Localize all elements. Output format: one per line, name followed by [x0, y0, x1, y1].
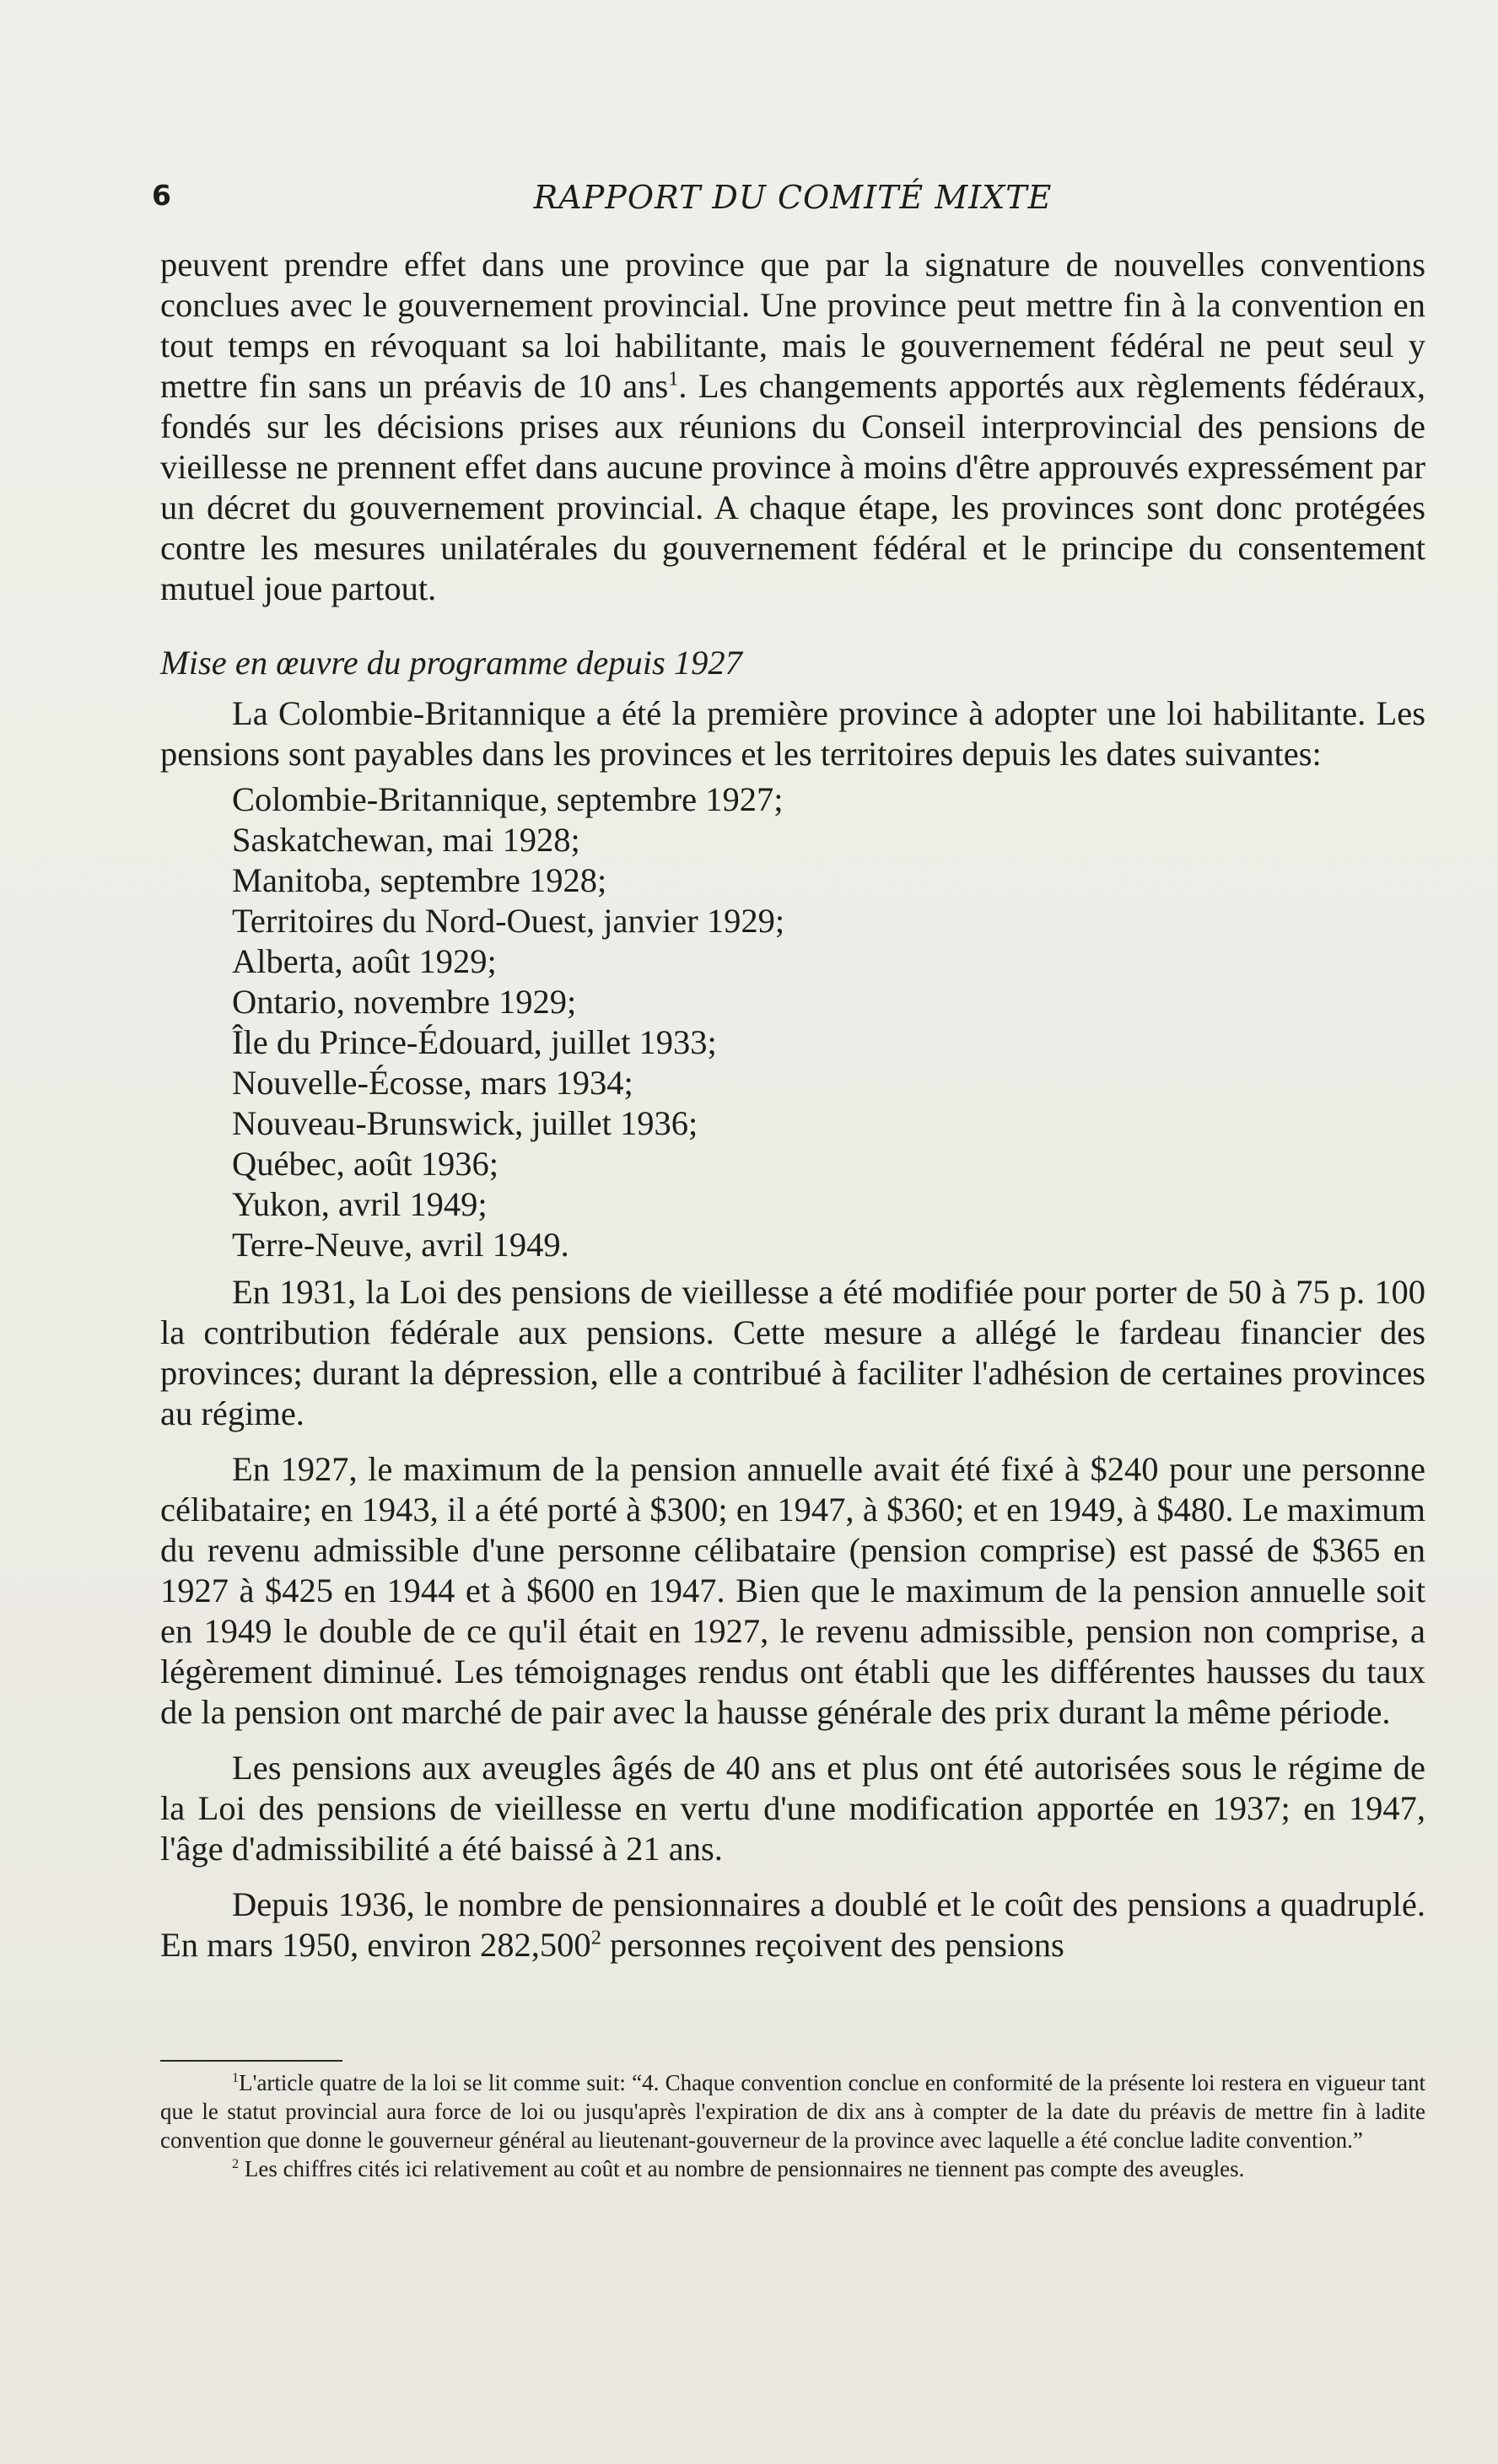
footnote-ref-1: 1 — [668, 367, 679, 391]
paragraph-5: Les pensions aux aveugles âgés de 40 ans et plus ont été autorisées sous le régime de la Loi des pensions de vieillesse en vertu d'une modification apportée en 1937; en 1947, l'âge d'admissibilité a été baissé à 21 ans. — [160, 1749, 1425, 1868]
list-item: Nouvelle-Écosse, mars 1934; — [232, 1064, 633, 1102]
list-item: Colombie-Britannique, septembre 1927; — [232, 780, 784, 818]
running-title: RAPPORT DU COMITÉ MIXTE — [533, 179, 1053, 216]
section-heading: Mise en œuvre du programme depuis 1927 — [160, 644, 742, 682]
paragraph-6-tail: personnes reçoivent des pensions — [601, 1926, 1064, 1964]
paragraph-6-text: Depuis 1936, le nombre de pensionnaires a doublé et le coût des pensions a quadruplé. En mars 1950, environ 282,500 — [160, 1885, 1425, 1964]
footnote-text: Les chiffres cités ici relativement au coût et au nombre de pensionnaires ne tiennent pas compte des aveugles. — [244, 2156, 1245, 2181]
paragraph-1 — [160, 245, 1425, 609]
footnote-text: L'article quatre de la loi se lit comme suit: “4. Chaque convention conclue en conformité de la présente loi restera en vigueur tant que le statut provincial aura force de loi ou jusqu'après l'expiration de dix ans à compter de la date du préavis de mettre fin à ladite convention que donne le gouverneur général au lieutenant-gouverneur de la province avec laquelle a été conclue ladite convention.” — [160, 2070, 1425, 2153]
paragraph-3: En 1931, la Loi des pensions de vieillesse a été modifiée pour porter de 50 à 75 p. 100 la contribution fédérale aux pensions. Cette mesure a allégé le fardeau financier des provinces; durant la dépression, elle a contribué à faciliter l'adhésion de certaines provinces au régime. — [160, 1273, 1425, 1432]
paragraph-2: La Colombie-Britannique a été la première province à adopter une loi habilitante. Les pensions sont payables dans les provinces et les territoires depuis les dates suivantes: — [160, 694, 1425, 773]
paragraph-1-text: peuvent prendre effet dans une province que par la signature de nouvelles conventions conclues avec le gouvernement provincial. Une province peut mettre fin à la convention en tout temps en révoquant sa loi habilitante, mais le gouvernement fédéral ne peut seul y mettre fin sans un préavis de 10 ans — [160, 245, 1425, 405]
page-number: 6 — [152, 179, 171, 212]
page-header — [152, 179, 1434, 223]
list-item: Saskatchewan, mai 1928; — [232, 821, 580, 859]
list-item: Alberta, août 1929; — [232, 942, 497, 980]
footnotes — [160, 2068, 1425, 2183]
body-text — [160, 245, 1425, 1965]
list-item: Ontario, novembre 1929; — [232, 983, 577, 1021]
footnote-ref-2: 2 — [590, 1926, 601, 1949]
list-item: Territoires du Nord-Ouest, janvier 1929; — [232, 902, 785, 940]
footnote-1 — [160, 2068, 1425, 2154]
paragraph-6 — [160, 1884, 1425, 1965]
list-item: Île du Prince-Édouard, juillet 1933; — [232, 1023, 717, 1061]
footnote-marker: 2 — [232, 2156, 240, 2171]
paragraph-4: En 1927, le maximum de la pension annuelle avait été fixé à $240 pour une personne célibataire; en 1943, il a été porté à $300; en 1947, à $360; et en 1949, à $480. Le maximum du revenu admissible d'une personne célibataire (pension comprise) est passé de $365 en 1927 à $425 en 1944 et à $600 en 1947. Bien que le maximum de la pension annuelle soit en 1949 le double de ce qu'il était en 1927, le revenu admissible, pension non comprise, a légèrement diminué. Les témoignages rendus ont établi que les différentes hausses du taux de la pension ont marché de pair avec la hausse générale des prix durant la même période. — [160, 1450, 1425, 1731]
dates-list — [232, 779, 1425, 1265]
list-item: Manitoba, septembre 1928; — [232, 861, 607, 899]
list-item: Yukon, avril 1949; — [232, 1185, 488, 1223]
paragraph-1-tail: . Les changements apportés aux règlements fédéraux, fondés sur les décisions prises aux réunions du Conseil interprovincial des pensions de vieillesse ne prennent effet dans aucune province à moins d'être approuvés expressément par un décret du gouvernement provincial. A chaque étape, les provinces sont donc protégées contre les mesures unilatérales du gouvernement fédéral et le principe du consentement mutuel joue partout. — [160, 367, 1425, 607]
footnote-marker: 1 — [232, 2070, 240, 2085]
footnote-divider — [160, 2060, 342, 2062]
list-item: Nouveau-Brunswick, juillet 1936; — [232, 1104, 698, 1142]
list-item: Québec, août 1936; — [232, 1145, 499, 1183]
footnote-2 — [160, 2154, 1425, 2183]
list-item: Terre-Neuve, avril 1949. — [232, 1226, 569, 1264]
